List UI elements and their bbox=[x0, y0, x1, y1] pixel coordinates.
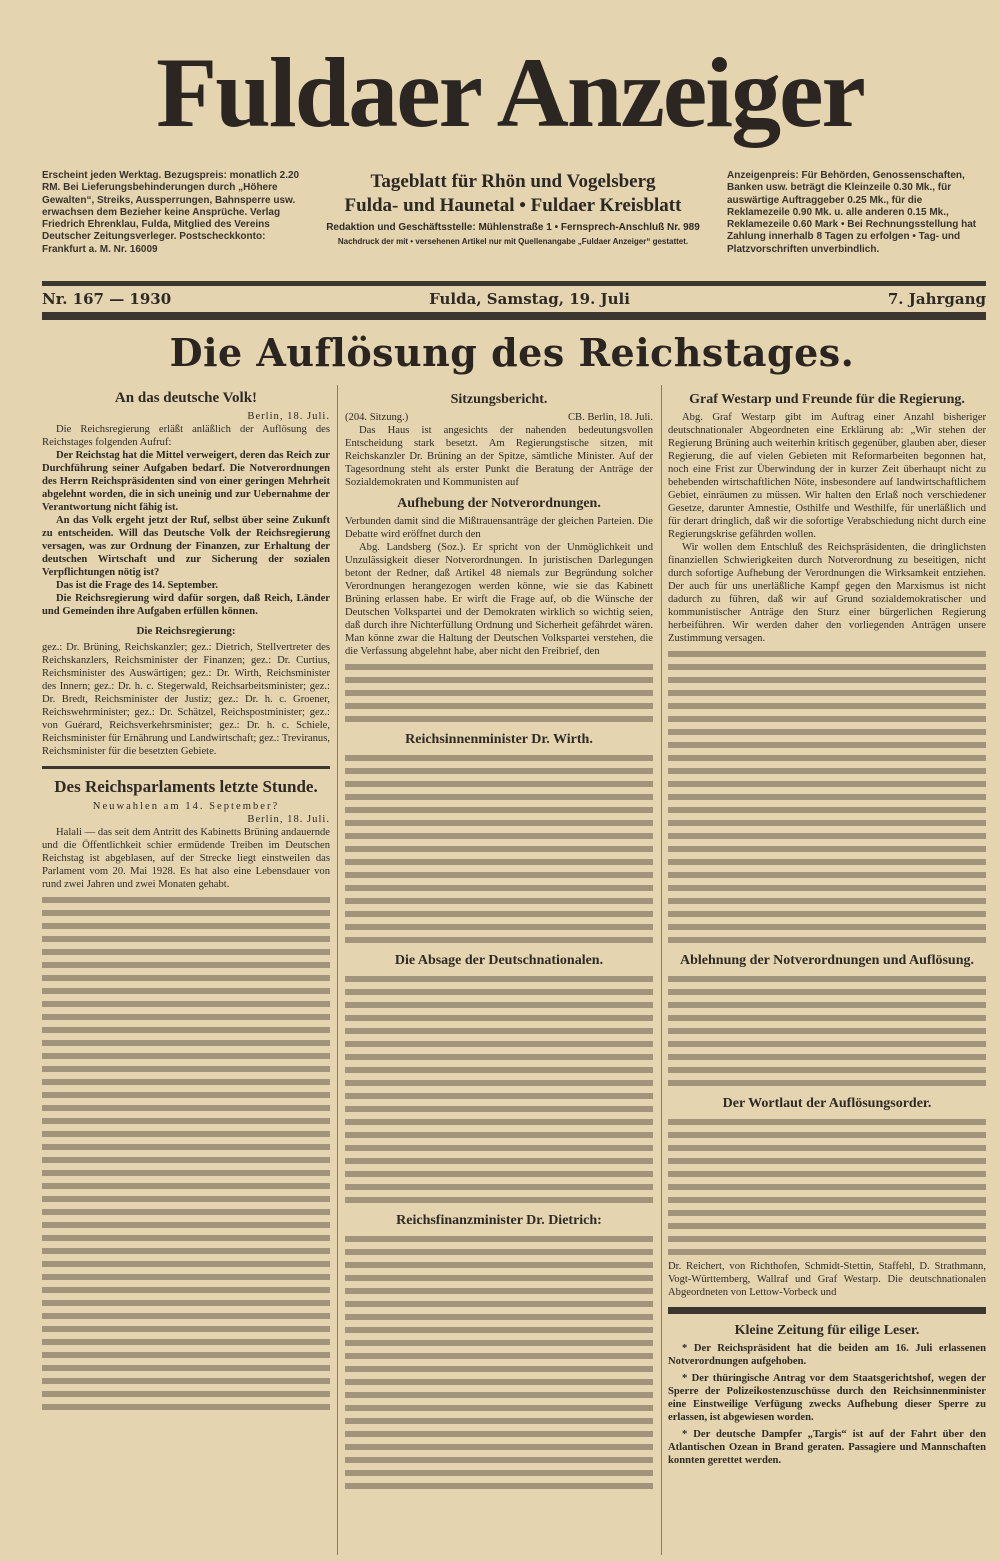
issue-date: Fulda, Samstag, 19. Juli bbox=[429, 290, 630, 308]
divider bbox=[42, 766, 330, 769]
main-headline: Die Auflösung des Reichstages. bbox=[169, 330, 855, 375]
reprint-notice: Nachdruck der mit • versehenen Artikel nur mit Quellenangabe „Fuldaer Anzeiger“ gestattet. bbox=[337, 237, 689, 246]
article-heading: Des Reichsparlaments letzte Stunde. bbox=[54, 777, 318, 796]
divider bbox=[42, 312, 986, 320]
subscription-info: Erscheint jeden Werktag. Bezugspreis: monatlich 2.20 RM. Bei Lieferungsbehinderungen durch „Höhere Gewalten“, Streiks, Aussperrungen, Bahnsperre usw. erwachsen dem Bezieher keine Ansprüche. Verlag Friedrich Ehrenklau, Fulda, Mitglied des Vereins Deutscher Zeitungsverleger. Postscheckkonto: Frankfurt a. M. Nr. 16009 bbox=[42, 170, 300, 255]
dateline-berlin: Berlin, 18. Juli. bbox=[247, 411, 330, 422]
paragraph: Die Reichsregierung wird dafür sorgen, daß Reich, Länder und Gemeinden ihre Aufgaben erfüllen können. bbox=[42, 593, 330, 617]
section-heading: Ablehnung der Notverordnungen und Auflösung. bbox=[680, 953, 974, 968]
volume: 7. Jahrgang bbox=[887, 290, 986, 308]
news-item: * Der Reichspräsident hat die beiden am 16. Juli erlassenen Notverordnungen aufgehoben. bbox=[668, 1343, 986, 1367]
column-divider bbox=[337, 385, 338, 1555]
dateline bbox=[42, 289, 986, 309]
column-2 bbox=[345, 385, 653, 1494]
body-text bbox=[668, 647, 986, 946]
column-3 bbox=[668, 385, 986, 1467]
section-heading: Die Absage der Deutschnationalen. bbox=[394, 953, 604, 968]
masthead-subtitle bbox=[306, 170, 720, 247]
dateline-berlin: CB. Berlin, 18. Juli. bbox=[567, 412, 653, 423]
dateline-berlin: Berlin, 18. Juli. bbox=[247, 814, 330, 825]
body-text bbox=[668, 1115, 986, 1258]
body-text bbox=[345, 751, 653, 946]
session-number: (204. Sitzung.) bbox=[345, 412, 409, 423]
section-heading: Reichsfinanzminister Dr. Dietrich: bbox=[396, 1213, 602, 1228]
paragraph: An das Volk ergeht jetzt der Ruf, selbst über seine Zukunft zu entscheiden. Will das Deutsche Volk der Reichsregierung versagen, was zur Ordnung der Finanzen, zur Erhaltung der deutschen Wirtschaft und zur Sicherung der sozialen Verpflichtungen nötig ist? bbox=[42, 515, 330, 578]
subheading: Neuwahlen am 14. September? bbox=[92, 801, 280, 812]
issue-number: Nr. 167 — 1930 bbox=[42, 290, 172, 308]
paragraph: gez.: Dr. Brüning, Reichskanzler; gez.: Dietrich, Stellvertreter des Reichskanzlers, Reichsminister der Finanzen; gez.: Dr. Curtius, Reichsminister des Auswärtigen; gez.: Dr. Wirth, Reichsminister des Innern; gez.: Dr. h. c. Stegerwald, Reichsarbeitsminister; gez.: Dr. Bredt, Reichsminister der Justiz; gez.: Dr. h. c. Groener, Reichswehrminister; gez.: Dr. Schätzel, Reichspostminister; gez.: von Guérard, Reichsverkehrsminister; gez.: Dr. h. c. Schiele, Reichsminister für Ernährung und Landwirtschaft; gez.: Treviranus, Reichsminister für die besetzten Gebiete. bbox=[42, 642, 330, 757]
body-text bbox=[42, 893, 330, 1413]
column-divider bbox=[661, 385, 662, 1555]
section-heading: Kleine Zeitung für eilige Leser. bbox=[734, 1323, 920, 1338]
session-line bbox=[345, 411, 653, 424]
news-item: * Der deutsche Dampfer „Targis“ ist auf der Fahrt über den Atlantischen Ozean in Brand geraten. Passagiere und Mannschaften konnten gerettet werden. bbox=[668, 1429, 986, 1466]
section-heading: Graf Westarp und Freunde für die Regierung. bbox=[689, 392, 965, 407]
paragraph: Abg. Graf Westarp gibt im Auftrag einer Anzahl bisheriger deutschnationaler Abgeordneten eine Erklärung ab: „Wir stehen der Regierung Brüning auch weiterhin kritisch gegenüber, glauben aber, dieser Regierung, die auf vielen Gebieten mit Reformarbeiten begonnen hat, noch eine Frist zur Überwindung der in kurzer Zeit überhaupt nicht zu behebenden wirtschaftlichen Nöte, insbesondere auf landwirtschaftlichem Gebiet, einräumen zu müssen. Wir halten den Erlaß noch verschiedener Gesetze, darunter Amnestie, Osthilfe und Westhilfe, für unerläßlich und für derart dringlich, daß wir die sofortige Verabschiedung nicht durch eine Regierungskrise gefährden wollen. bbox=[668, 412, 986, 540]
news-item: * Der thüringische Antrag vor dem Staatsgerichtshof, wegen der Sperre der Polizeikostenzuschüsse durch den Reichsinnenminister eine Einstweilige Verfügung zwecks Aufhebung dieser Sperre zu erlassen, ist abgewiesen worden. bbox=[668, 1373, 986, 1423]
section-heading: Reichsinnenminister Dr. Wirth. bbox=[405, 732, 593, 747]
subtitle-line-1: Tageblatt für Rhön und Vogelsberg bbox=[370, 171, 656, 192]
section-heading: Der Wortlaut der Auflösungsorder. bbox=[722, 1096, 932, 1111]
paragraph: Halali — das seit dem Antritt des Kabinetts Brüning andauernde und die Öffentlichkeit schier ermüdende Treiben im Deutschen Reichstag ist abgeblasen, auf der Strecke liegt einstweilen das Parlament vom 20. Mai 1928. Es hat also eine Lebensdauer von rund zwei Jahren und zwei Monaten gehabt. bbox=[42, 827, 330, 890]
article-heading: An das deutsche Volk! bbox=[114, 390, 258, 406]
paragraph: Das Haus ist angesichts der nahenden bedeutungsvollen Entscheidung stark besetzt. Am Regierungstische sitzen, mit Reichskanzler Dr. Brüning an der Spitze, sämtliche Minister. Auf der Tagesordnung steht als erster Punkt die Beratung der Anträge der Sozialdemokraten und Kommunisten auf bbox=[345, 425, 653, 488]
paragraph: Verbunden damit sind die Mißtrauensanträge der gleichen Parteien. Die Debatte wird eröffnet durch den bbox=[345, 516, 653, 540]
article-heading: Sitzungsbericht. bbox=[450, 392, 548, 407]
divider bbox=[42, 281, 986, 286]
paragraph: Der Reichstag hat die Mittel verweigert, deren das Reich zur Durchführung seiner Aufgaben bedarf. Die Notverordnungen des Herrn Reichspräsidenten sind von einer geringen Mehrheit abgelehnt worden, die in sich uneinig und zur Uebernahme der Verantwortung nicht fähig ist. bbox=[42, 450, 330, 513]
subtitle-line-2: Fulda- und Haunetal • Fuldaer Kreisblatt bbox=[344, 195, 682, 216]
masthead-title: Fuldaer Anzeiger bbox=[156, 37, 864, 148]
section-heading: Aufhebung der Notverordnungen. bbox=[397, 496, 601, 511]
body-text bbox=[345, 1232, 653, 1492]
paragraph: Abg. Landsberg (Soz.). Er spricht von der Unmöglichkeit und Unzulässigkeit dieser Notverordnungen. In juristischen Darlegungen betont der Redner, daß Artikel 48 niemals zur Begründung solcher Verordnungen herangezogen werden könne, wie sie das Kabinett Brüning erlassen habe. Er wirft die Frage auf, ob die Wünsche der Deutschen Volkspartei und der Demokraten wirklich so wichtig seien, daß durch ihre Nichterfüllung Ordnung und Sicherheit gefährdet wären. Man könne zwar die Haltung der Deutschen Volkspartei verstehen, die die Verfassung abgelehnt habe, aber nicht den Freibrief, den bbox=[345, 542, 653, 657]
editorial-address: Redaktion und Geschäftsstelle: Mühlenstraße 1 • Fernsprech-Anschluß Nr. 989 bbox=[326, 222, 700, 233]
advertising-rates: Anzeigenpreis: Für Behörden, Genossenschaften, Banken usw. beträgt die Kleinzeile 0.30 Mk., für auswärtige Auftraggeber 0.25 Mk., für die Reklamezeile 0.90 Mk. u. alle anderen 0.15 Mk., Reklamezeile 0.60 Mark • Bei Rechnungsstellung hat Zahlung innerhalb 8 Tagen zu erfolgen • Tag- und Platzvorschriften unverbindlich. bbox=[727, 170, 977, 255]
paragraph: Dr. Reichert, von Richthofen, Schmidt-Stettin, Staffehl, D. Strathmann, Vogt-Württemberg, Wallraf und Graf Westarp. Die deutschnationalen Abgeordneten von Lettow-Vorbeck und bbox=[668, 1261, 986, 1298]
column-1 bbox=[42, 385, 330, 1415]
body-text bbox=[668, 972, 986, 1089]
body-text bbox=[345, 660, 653, 725]
divider bbox=[668, 1307, 986, 1314]
signature-heading: Die Reichsregierung: bbox=[136, 625, 236, 637]
body-text bbox=[345, 972, 653, 1206]
paragraph: Wir wollen dem Entschluß des Reichspräsidenten, die dringlichsten finanziellen Schwierigkeiten durch Notverordnung zu beseitigen, nicht durch sofortige Aufhebung der Verordnungen die Wirksamkeit entziehen. Der auch für uns unerläßliche Kampf gegen den Marxismus ist nicht dadurch zu führen, daß wir auf Grund sozialdemokratischer und kommunistischer Anträge den Sturz einer bürgerlichen Regierung herbeiführen. Wir werden daher den vorliegenden Anträgen unsere Zustimmung versagen. bbox=[668, 542, 986, 644]
paragraph: Das ist die Frage des 14. September. bbox=[56, 580, 219, 591]
paragraph: Die Reichsregierung erläßt anläßlich der Auflösung des Reichstages folgenden Aufruf: bbox=[42, 424, 330, 448]
